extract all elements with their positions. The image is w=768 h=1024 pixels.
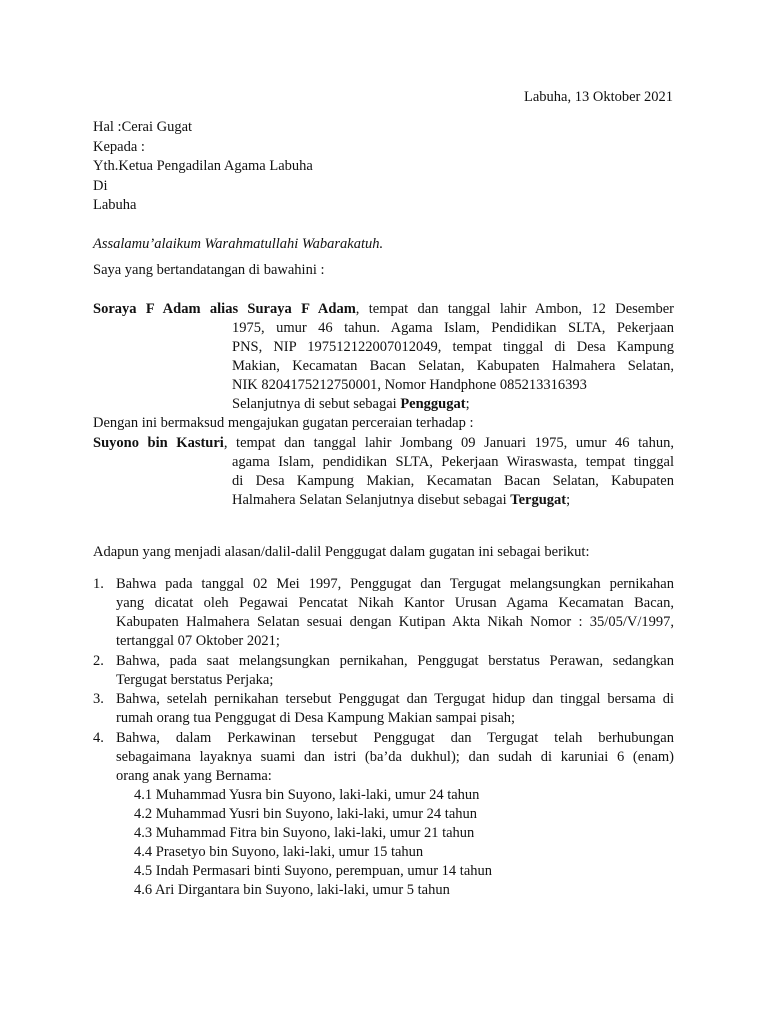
defendant-role: Tergugat	[510, 492, 567, 508]
reason-2-line-1: Bahwa, pada saat melangsungkan pernikahan, Penggugat berstatus Perawan, sedangkan	[116, 653, 674, 669]
intro: Saya yang bertandatangan di bawahini :	[93, 262, 325, 278]
intent: Dengan ini bermaksud mengajukan gugatan perceraian terhadap :	[93, 415, 474, 431]
greeting: Assalamu’alaikum Warahmatullahi Wabarakatuh.	[93, 236, 384, 252]
reason-2-line-2: Tergugat berstatus Perjaka;	[116, 672, 274, 688]
reason-1-line-2: yang dicatat oleh Pegawai Pencatat Nikah Kantor Urusan Agama Kecamatan Bacan,	[116, 595, 674, 611]
reason-4-line-1: Bahwa, dalam Perkawinan tersebut Penggugat dan Tergugat telah berhubungan	[116, 730, 674, 746]
child-item: 4.6 Ari Dirgantara bin Suyono, laki-laki, umur 5 tahun	[134, 882, 450, 898]
reason-4-line-3: orang anak yang Bernama:	[116, 768, 272, 784]
defendant-role-line: Halmahera Selatan Selanjutnya disebut sebagai Tergugat;	[232, 492, 571, 508]
at-label: Di	[93, 178, 108, 194]
recipient: Yth.Ketua Pengadilan Agama Labuha	[93, 158, 313, 174]
defendant-first-line: Suyono bin Kasturi, tempat dan tanggal lahir Jombang 09 Januari 1975, umur 46 tahun,	[93, 435, 674, 451]
defendant-line-2: agama Islam, pendidikan SLTA, Pekerjaan Wiraswasta, tempat tinggal	[232, 454, 674, 470]
reasons-intro: Adapun yang menjadi alasan/dalil-dalil Penggugat dalam gugatan ini sebagai berikut:	[93, 544, 590, 560]
plaintiff-line-3: PNS, NIP 197512122007012049, tempat tinggal di Desa Kampung	[232, 339, 674, 355]
reason-1-line-4: tertanggal 07 Oktober 2021;	[116, 633, 280, 649]
child-item: 4.2 Muhammad Yusri bin Suyono, laki-laki, umur 24 tahun	[134, 806, 478, 822]
reason-3-line-2: rumah orang tua Penggugat di Desa Kampung Makian sampai pisah;	[116, 710, 516, 726]
reason-1-number: 1.	[93, 576, 104, 592]
plaintiff-line-4: Makian, Kecamatan Bacan Selatan, Kabupaten Halmahera Selatan,	[232, 358, 674, 374]
defendant-line-3: di Desa Kampung Makian, Kecamatan Bacan Selatan, Kabupaten	[232, 473, 674, 489]
reason-1-line-1: Bahwa pada tanggal 02 Mei 1997, Penggugat dan Tergugat melangsungkan pernikahan	[116, 576, 674, 592]
reason-4-number: 4.	[93, 730, 104, 746]
to-label: Kepada :	[93, 139, 145, 155]
child-item: 4.3 Muhammad Fitra bin Suyono, laki-laki, umur 21 tahun	[134, 825, 475, 841]
subject: Hal :Cerai Gugat	[93, 119, 193, 135]
plaintiff-role: Penggugat	[400, 396, 466, 412]
child-item: 4.1 Muhammad Yusra bin Suyono, laki-laki, umur 24 tahun	[134, 787, 480, 803]
reason-1-line-3: Kabupaten Halmahera Selatan sesuai dengan Kutipan Akta Nikah Nomor : 35/05/V/1997,	[116, 614, 674, 630]
plaintiff-first-line: Soraya F Adam alias Suraya F Adam, tempat dan tanggal lahir Ambon, 12 Desember	[93, 301, 675, 317]
reason-2-number: 2.	[93, 653, 104, 669]
reason-3-number: 3.	[93, 691, 104, 707]
plaintiff-role-line: Selanjutnya di sebut sebagai Penggugat;	[232, 396, 470, 412]
reason-3-line-1: Bahwa, setelah pernikahan tersebut Penggugat dan Tergugat hidup dan tinggal bersama di	[116, 691, 674, 707]
city: Labuha	[93, 197, 137, 213]
plaintiff-line-2: 1975, umur 46 tahun. Agama Islam, Pendidikan SLTA, Pekerjaan	[232, 320, 674, 336]
place-date: Labuha, 13 Oktober 2021	[524, 89, 673, 105]
plaintiff-line-5: NIK 8204175212750001, Nomor Handphone 085213316393	[232, 377, 587, 393]
plaintiff-name: Soraya F Adam alias Suraya F Adam	[93, 301, 356, 317]
child-item: 4.5 Indah Permasari binti Suyono, perempuan, umur 14 tahun	[134, 863, 493, 879]
defendant-name: Suyono bin Kasturi	[93, 435, 224, 451]
reason-4-line-2: sebagaimana layaknya suami dan istri (ba’da dukhul); dan sudah di karuniai 6 (enam)	[116, 749, 674, 765]
child-item: 4.4 Prasetyo bin Suyono, laki-laki, umur 15 tahun	[134, 844, 424, 860]
